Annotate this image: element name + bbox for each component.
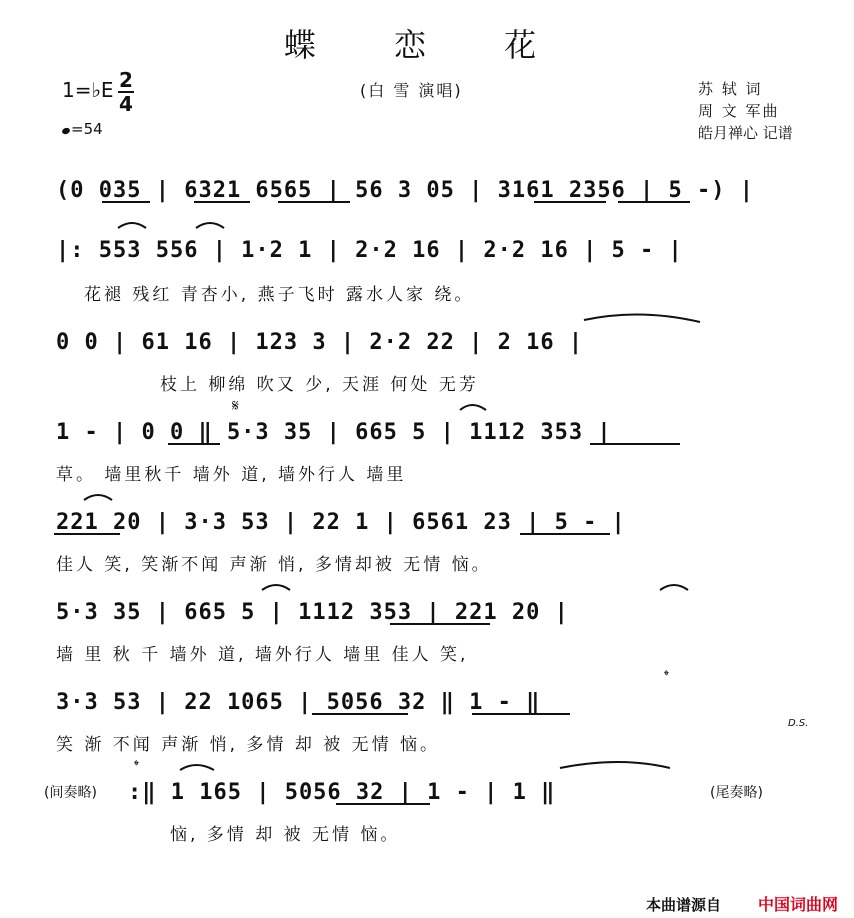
time-signature-bottom: 4 (119, 92, 133, 116)
score-row-7: 3·3 53 | 22 1065 | 5056 32 ‖ 1 - ‖ (56, 690, 541, 715)
tempo-value: =54 (71, 120, 103, 138)
outro-label: (尾奏略) (710, 785, 763, 801)
lyric-row-7: 笑 渐 不闻 声渐 悄, 多情 却 被 无情 恼。 (56, 735, 441, 755)
slur-arc (584, 314, 700, 322)
slur-arc (460, 405, 486, 410)
ds-marker: D.S. (788, 718, 809, 729)
score-row-1: (0 035 | 6321 6565 | 56 3 05 | 3161 2356 | 5 -) | (56, 178, 755, 203)
lyric-row-8: 恼, 多情 却 被 无情 恼。 (170, 825, 401, 845)
score-row-4: 1 - | 0 0 ‖ 5·3 35 | 665 5 | 1112 353 | (56, 420, 612, 445)
score-row-6: 5·3 35 | 665 5 | 1112 353 | 221 20 | (56, 600, 569, 625)
slur-arc (196, 223, 224, 228)
slur-arc (560, 762, 670, 768)
lyric-row-2: 花褪 残红 青杏小, 燕子飞时 露水人家 绕。 (84, 285, 475, 305)
time-signature (118, 70, 134, 114)
transcriber-credit: 皓月禅心 记谱 (698, 124, 793, 142)
score-row-5: 221 20 | 3·3 53 | 22 1 | 6561 23 | 5 - | (56, 510, 626, 535)
quarter-note-icon (61, 127, 71, 135)
lyric-row-6: 墙 里 秋 千 墙外 道, 墙外行人 墙里 佳人 笑, (56, 645, 469, 665)
score-row-8: :‖ 1 165 | 5056 32 | 1 - | 1 ‖ (128, 780, 556, 805)
lyric-row-4: 草。 墙里秋千 墙外 道, 墙外行人 墙里 (56, 465, 407, 485)
interlude-label: (间奏略) (44, 785, 97, 801)
slur-arc (262, 585, 290, 590)
time-signature-top: 2 (119, 68, 133, 92)
lyricist-credit: 苏 轼 词 (698, 80, 763, 98)
key-signature: 1=♭E (62, 78, 114, 102)
lyric-row-3: 枝上 柳绵 吹又 少, 天涯 何处 无芳 (160, 375, 479, 395)
lyric-row-5: 佳人 笑, 笑渐不闻 声渐 悄, 多情却被 无情 恼。 (56, 555, 492, 575)
site-name-link[interactable]: 中国词曲网 (758, 895, 839, 914)
tempo-marking (62, 120, 103, 138)
score-row-2: |: 553 556 | 1·2 1 | 2·2 16 | 2·2 16 | 5 - | (56, 238, 683, 263)
song-title: 蝶 恋 花 (283, 26, 571, 64)
coda-icon: 𝄌 (664, 668, 669, 684)
source-label: 本曲谱源自 (646, 896, 722, 914)
score-row-3: 0 0 | 61 16 | 123 3 | 2·2 22 | 2 16 | (56, 330, 584, 355)
slur-arc (180, 765, 214, 770)
composer-credit: 周 文 军曲 (698, 102, 780, 120)
slur-arc (84, 495, 112, 500)
slur-arc (660, 585, 688, 590)
segno-icon: 𝄋 (232, 396, 239, 415)
coda-icon-2: 𝄌 (134, 758, 139, 774)
performer-subtitle: (白 雪 演唱) (360, 81, 463, 100)
slur-arc (118, 223, 146, 228)
